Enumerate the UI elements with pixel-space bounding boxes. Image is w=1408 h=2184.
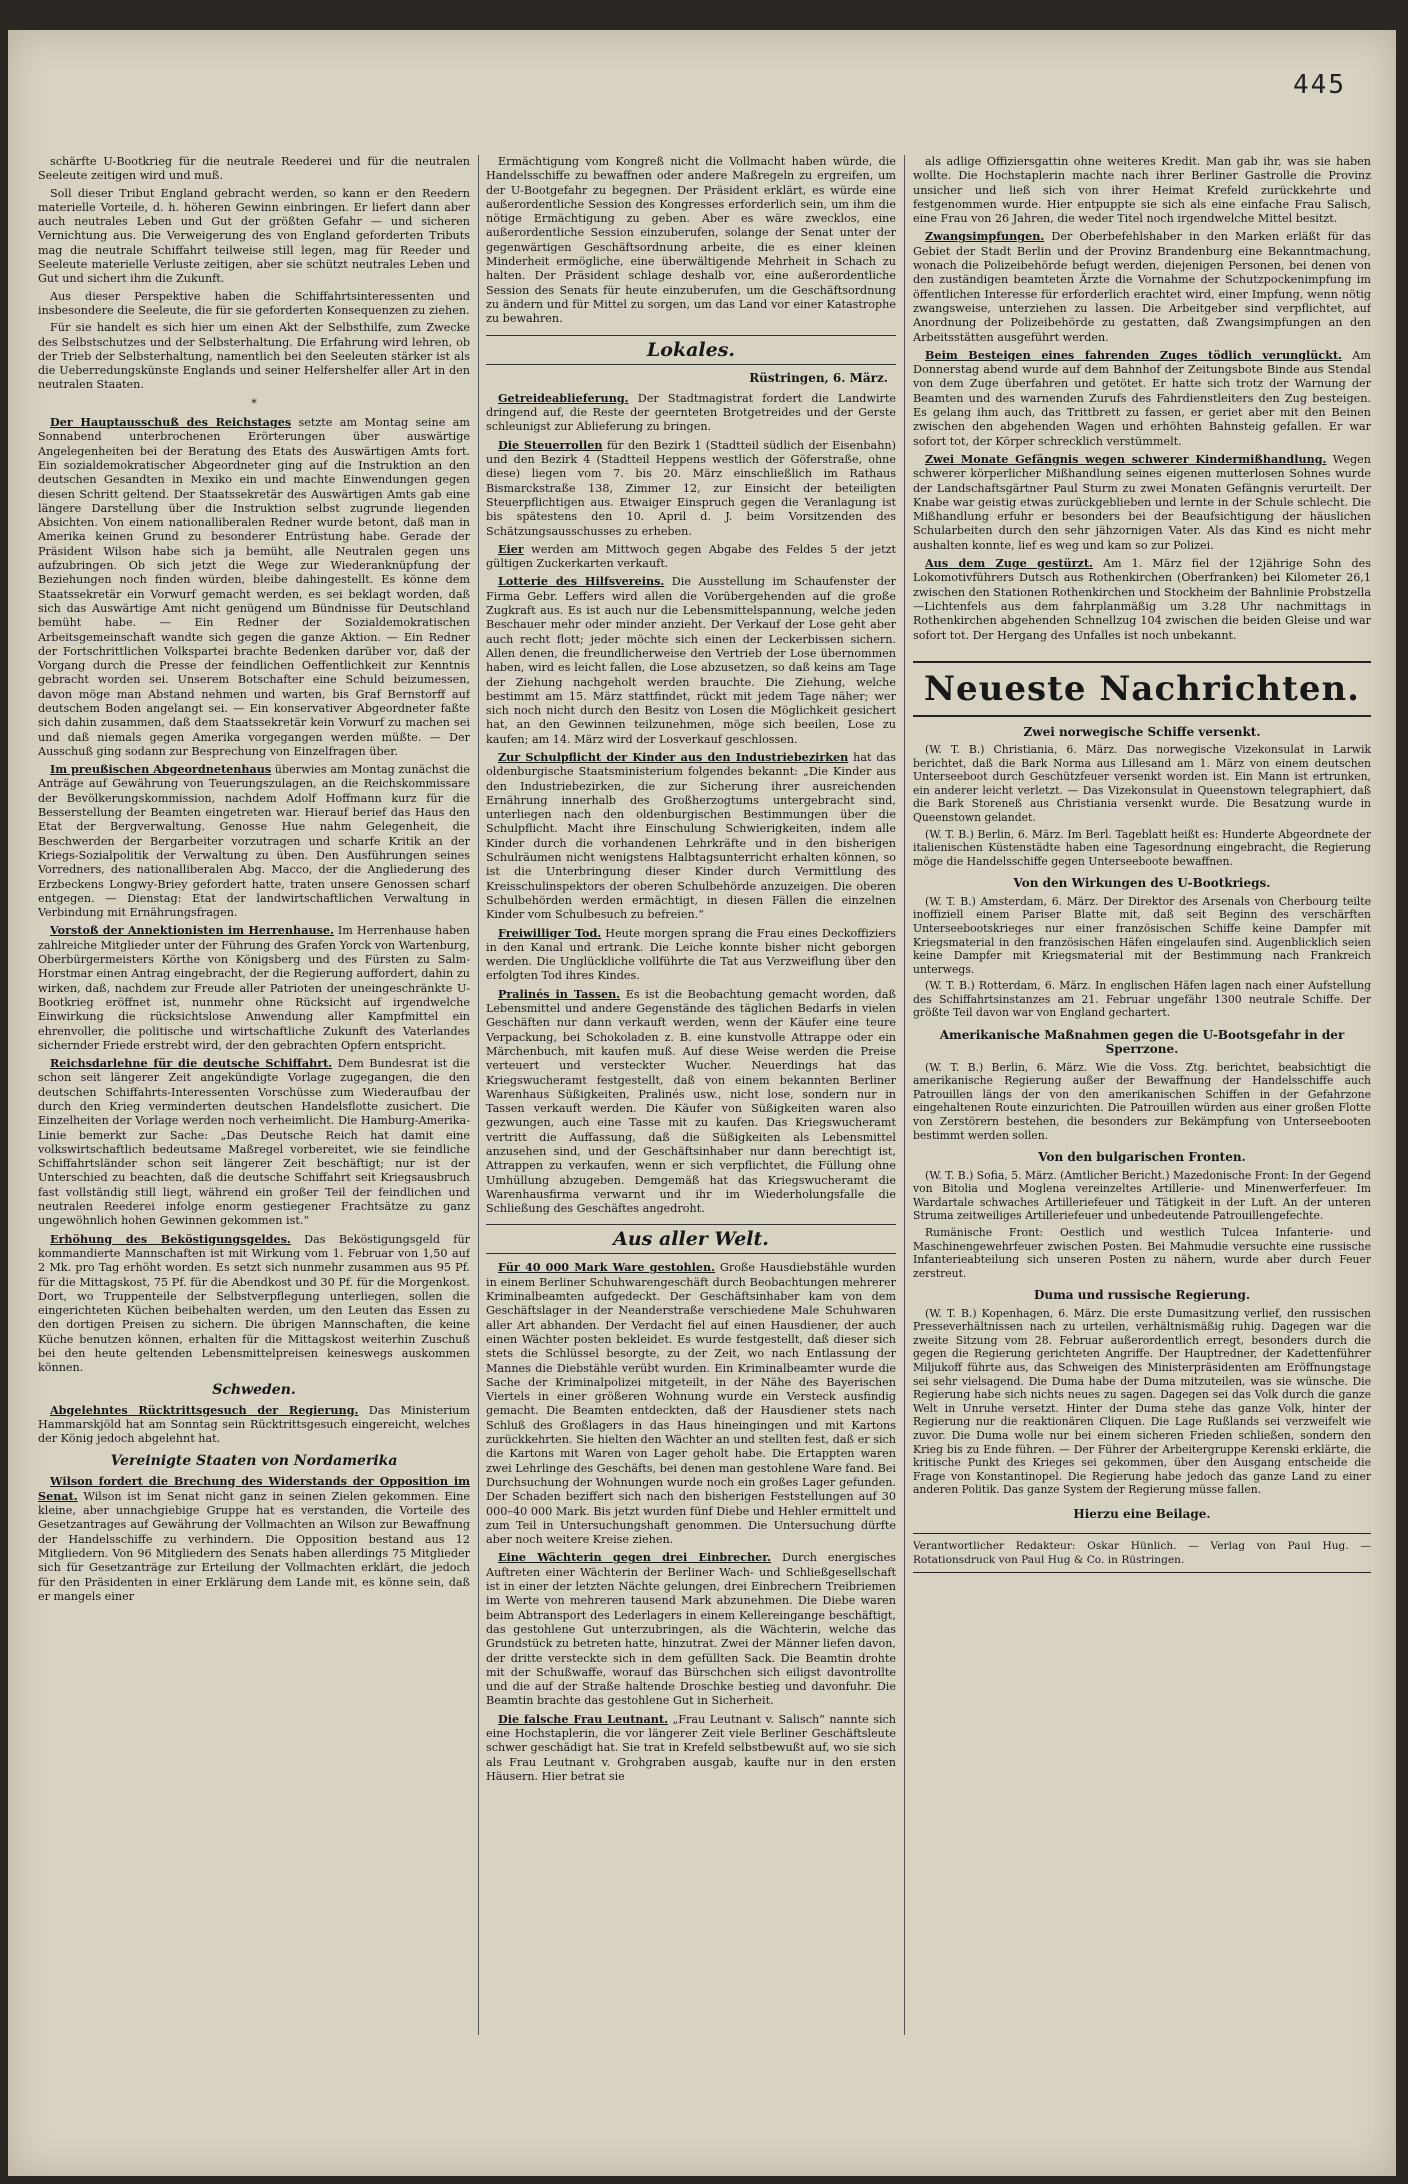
article-paragraph: schärfte U-Bootkrieg für die neutrale Reederei und für die neutralen Seeleute zeitigen wird und muß. [38,155,470,183]
article-paragraph [486,542,896,572]
news-item: (W. T. B.) Berlin, 6. März. Im Berl. Tageblatt heißt es: Hunderte Abgeordnete der italienischen Küstenstädte haben eine Tagesordnung eingebracht, die Regierung möge die Handelsschiffe gegen Unterseeboote bewaffnen. [913,827,1371,868]
section-heading-aus-aller-welt: Aus aller Welt. [486,1224,896,1254]
article-text: für den Bezirk 1 (Stadtteil südlich der Eisenbahn) und den Bezirk 4 (Stadtteil Heppens westlich der Göferstraße, ohne diese) liegen vom 7. bis 20. März einschließlich im Rathaus Bismarckstraße 138, Zimmer 12, zur Einsicht der beteiligten Steuerpflichtigen aus. Etwaiger Einspruch gegen die Veranlagung ist bis spätestens den 10. April d. J. beim Vorsitzenden des Schätzungsausschusses zu erheben. [486,438,896,538]
article-text: Wegen schwerer körperlicher Mißhandlung seines eigenen mutterlosen Sohnes wurde der Landschaftsgärtner Paul Sturm zu zwei Monaten Gefängnis verurteilt. Der Knabe war geistig etwas zurückgeblieben und lernte in der Schule schlecht. Die Mißhandlung erfuhr er besonders bei der Beaufsichtigung der häuslichen Schularbeiten durch den sehr jähzornigen Vater. Als das Kind es nicht mehr aushalten konnte, lief es weg und kam so zur Polizei. [913,452,1371,552]
article-paragraph [486,438,896,539]
separator-asterisk: * [251,396,257,410]
section-heading-usa: Vereinigte Staaten von Nordamerika [110,1452,398,1469]
article-headline: Zwangsimpfungen. [925,229,1045,244]
article-text: Große Hausdiebstähle wurden in einem Berliner Schuhwarengeschäft durch Beobachtungen mehrerer Kriminalbeamten aufgedeckt. Der Geschäftsinhaber kam von dem Geschäftslager in der Neanderstraße verschiedene Male Schuhwaren aller Art abhanden. Der Verdacht fiel auf einen Hausdiener, der auch einen Wächter posten bekleidet. Es wurde festgestellt, daß dieser sich stets die Schlüssel besorgte, zu der Zeit, wo nach Entlassung der Mannes die Diebstähle verübt wurden. Ein Kriminalbeamter wurde die Sache der Kriminalpolizei mitgeteilt, in der Nähe des Bayerischen Viertels in einer größeren Wohnung wurde ein Versteck ausfindig gemacht. Die Beamten entdeckten, daß der Hausdiener stets nach Schluß des Großlagers in das Haus hineingingen und mit Kartons zurückkehrten. Sie hielten den Wächter an und stellten fest, daß er sich die Kartons mit Waren von Lager geholt habe. Die Ertappten waren zwei Lehrlinge des Geschäfts, bei denen man gestohlene Ware fand. Bei Durchsuchung der Wohnungen wurde noch ein großes Lager gefunden. Der Schaden beziffert sich nach den bisherigen Feststellungen auf 30 000–40 000 Mark. Bis jetzt wurden fünf Diebe und Hehler ermittelt und zum Teil in Untersuchungshaft genommen. Die Untersuchung dürfte aber noch weitere Kreise ziehen. [486,1261,896,1547]
news-item: (W. T. B.) Amsterdam, 6. März. Der Direktor des Arsenals von Cherbourg teilte inoffiziell einem Pariser Blatte mit, daß seit Beginn des verschärften Unterseebootskrieges nur einer französischen Schiffe keine Dampfer mit Kriegsmaterial in den französischen Häfen eingelaufen sind. Augenblicklich seien keine Dampfer mit Kriegsmaterial mit der Bestimmung nach Frankreich unterwegs. [913,894,1371,976]
imprint: Verantwortlicher Redakteur: Oskar Hünlich. — Verlag von Paul Hug. — Rotationsdruck von Paul Hug & Co. in Rüstringen. [913,1533,1371,1573]
article-paragraph [486,1260,896,1547]
article-paragraph: Für sie handelt es sich hier um einen Akt der Selbsthilfe, zum Zwecke des Selbstschutzes und der Selbsterhaltung. Die Erfahrung wird lehren, ob der Trieb der Selbsterhaltung, namentlich bei den Seeleuten stärker ist als die Ueberredungskünste Englands und seiner Helfershelfer aller Art in den neutralen Staaten. [38,321,470,392]
article-paragraph [486,987,896,1217]
news-item: (W. T. B.) Berlin, 6. März. Wie die Voss. Ztg. berichtet, beabsichtigt die amerikanische Regierung außer der Bewaffnung der Handelsschiffe auch Patrouillen längs der von den amerikanischen Schiffen in der Gefahrzone eingehaltenen Route einzurichten. Die Patrouillen würden aus einer großen Flotte von Zerstörern bestehen, die besonders zur Bekämpfung von Unterseebooten bestimmt werden sollen. [913,1060,1371,1142]
news-subheading: Von den bulgarischen Fronten. [1038,1150,1246,1165]
article-text: Heute morgen sprang die Frau eines Deckoffiziers in den Kanal und ertrank. Die Leiche konnte bisher nicht geborgen werden. Die Unglückliche vollführte die Tat aus Verzweiflung über den erfolgten Tod ihres Kindes. [486,926,896,983]
column-rule [478,155,479,2035]
article-headline: Im preußischen Abgeordnetenhaus [50,762,272,777]
article-headline: Beim Besteigen eines fahrenden Zuges tödlich verunglückt. [925,347,1343,362]
article-paragraph [486,750,896,923]
article-paragraph [38,415,470,759]
article-paragraph [486,1550,896,1708]
article-headline: Abgelehntes Rücktrittsgesuch der Regierung. [50,1402,359,1417]
news-subheading: Zwei norwegische Schiffe versenkt. [1023,724,1261,739]
article-paragraph [38,1056,470,1229]
article-headline: Wilson fordert die Brechung des Widerstands der Opposition im Senat. [38,1473,470,1503]
article-paragraph [486,926,896,984]
article-text: Das Beköstigungsgeld für kommandierte Mannschaften ist mit Wirkung vom 1. Februar von 1,50 auf 2 Mk. pro Tag erhöht worden. Es setzt sich nunmehr zusammen aus 95 Pf. für die Mittagskost, 75 Pf. für die Abendkost und 30 Pf. für die Morgenkost. Dort, wo Truppenteile der Selbstverpflegung unterliegen, sollen die eingerichteten Küchen beibehalten werden, um den Leuten das Essen zu den dortigen Preisen zu sichern. Die übrigen Mannschaften, die keine Küche benutzen können, erhalten für die Mittagskost weiterhin Zuschuß bei den heute geltenden Lebensmittelpreisen keineswegs auskommen können. [38,1232,470,1375]
article-text: Die Ausstellung im Schaufenster der Firma Gebr. Leffers wird allen die Vorübergehenden auf die große Zugkraft aus. Es ist auch nur die Lebensmittelspannung, welche jeden Beschauer mehr oder minder anzieht. Der Verkauf der Lose geht aber auch recht flott; jeder möchte sich einen der Leckerbissen sichern. Allen denen, die freundlicherweise den Vertrieb der Lose übernommen haben, wird es leicht fallen, die Lose abzusetzen, so daß keins am Tage der Ziehung nachgeholt werden brauchte. Die Ziehung, welche bestimmt am 15. März stattfindet, rückt mit jedem Tage näher; wer sich noch nicht durch den Besitz von Losen die Möglichkeit gesichert hat, an den Gewinnen teilzunehmen, möge sich beeilen, Lose zu kaufen; am 14. März wird der Losverkauf geschlossen. [486,575,896,746]
news-item: (W. T. B.) Rotterdam, 6. März. In englischen Häfen lagen nach einer Aufstellung des Schiffahrtsinstanzes am 21. Februar ungefähr 1300 neutrale Schiffe. Der größte Teil davon war von England gechartert. [913,979,1371,1020]
column-middle [486,155,896,2050]
article-headline: Erhöhung des Beköstigungsgeldes. [50,1231,291,1246]
article-text: hat das oldenburgische Staatsministerium folgendes bekannt: „Die Kinder aus den Industriebezirken, die zur Sicherung ihrer ausreichenden Ernährung innerhalb des Großherzogtums untergebracht sind, unterliegen nach den oldenburgischen Bestimmungen über die Schulpflicht. Macht ihre Einschulung Schwierigkeiten, indem alle Kinder durch die vorhandenen Lehrkräfte und in den bisherigen Schulräumen nicht wenigstens Halbtagsunterricht erhalten können, so ist die Unterbringung dieser Kinder durch Vermittlung des Kreisschulinspektors der oberen Schulbehörde anzuzeigen. Die oberen Schulbehörden werden ermächtigt, in diesen Fällen die einzelnen Kinder vom Schulbesuch zu befreien.“ [486,750,896,922]
article-headline: Vorstoß der Annektionisten im Herrenhause. [50,923,334,938]
article-paragraph [486,1712,896,1784]
article-text: Im Herrenhause haben zahlreiche Mitglieder unter der Führung des Grafen Yorck von Wartenburg, Oberbürgermeisters Körthe von Königsberg und des Fürsten zu Salm-Horstmar einen Antrag eingebracht, der die Regierung auffordert, dahin zu wirken, daß, nachdem zur Freude aller Patrioten der uneingeschränkte U-Bootkrieg eröffnet ist, nunmehr ohne Rücksicht auf irgendwelche Einwirkung die rücksichtslose Anwendung aller Kampfmittel ein ehrenvoller, die politische und wirtschaftliche Zukunft des Vaterlandes sichernder Friede erstrebt wird, der den gebrachten Opfern entspricht. [38,924,470,1052]
newspaper-page [8,30,1396,2176]
column-right [913,155,1371,2060]
article-headline: Freiwilliger Tod. [498,925,602,940]
article-text: „Frau Leutnant v. Salisch“ nannte sich eine Hochstaplerin, die vor längerer Zeit viele Berliner Geschäftsleute schwer geschädigt hat. Sie trat in Krefeld selbstbewußt auf, wo sie sich als Frau Leutnant v. Grohgraben ausgab, kaufte nur in den ersten Häusern. Hier betrat sie [486,1712,896,1783]
news-subheading: Duma und russische Regierung. [1033,1288,1251,1303]
article-paragraph [913,556,1371,643]
article-headline: Der Hauptausschuß des Reichstages [50,415,292,430]
article-headline: Getreideablieferung. [498,390,629,405]
supplement-note: Hierzu eine Beilage. [1073,1506,1211,1521]
article-text: Wilson ist im Senat nicht ganz in seinen Zielen gekommen. Eine kleine, aber unnachgiebige Gruppe hat es verstanden, die Vorteile des Gesetzantrages auf Gewährung der Vollmachten an Wilson zur Bewaffnung der Handelsschiffe zu verhindern. Die Opposition bestand aus 12 Mitgliedern. Von 96 Mitgliedern des Senats haben allerdings 75 Mitglieder sich für Gesetzanträge zur Erteilung der Vollmachten erklärt, die jedoch für den Präsidenten in einer Erklärung dem Lande mit, es könne sein, daß er mangels einer [38,1489,470,1603]
news-subheading: Von den Wirkungen des U-Bootkriegs. [1013,876,1271,891]
article-paragraph [486,574,896,747]
article-paragraph [486,391,896,435]
dateline: Rüstringen, 6. März. [749,370,888,385]
news-item: (W. T. B.) Kopenhagen, 6. März. Die erste Dumasitzung verlief, den russischen Presseverhältnissen nach zu urteilen, verhältnismäßig ruhig. Dagegen war die zweite Sitzung vom 28. Februar außerordentlich erregt, besonders durch die gegen die Regierung gerichteten Angriffe. Der Hauptredner, der Kadettenführer Miljukoff führte aus, das Schweigen des Ministerpräsidenten am Eröffnungstage sei sehr vielsagend. Die Duma habe der Duma mitzuteilen, was sie wünsche. Die Regierung habe sich nichts neues zu sagen. Dagegen sei das Volk durch die ganze Welt in Unruhe versetzt. Hinter der Duma stehe das ganze Volk, hinter der Regierung nur die reaktionären Cliquen. Die Lage Rußlands sei verzweifelt wie zuvor. Die Duma wolle nur bei einem sicheren Frieden schließen, sondern den Krieg bis zu Ende führen. — Der Führer der Arbeitergruppe Kerenski erklärte, die kritische Punkt des Krieges sei gekommen, über den Ausgang entscheide die Frage von Konstantinopel. Die Regierung habe jedoch das ganze Land zu einer anderen Politik. Das ganze System der Regierung müsse fallen. [913,1306,1371,1497]
article-text: Der Oberbefehlshaber in den Marken erläßt für das Gebiet der Stadt Berlin und der Provinz Brandenburg eine Bekanntmachung, wonach die Polizeibehörde befugt werden, diejenigen Personen, bei denen von den zuständigen beamteten Ärzte die Vornahme der Schutzpockenimpfung im öffentlichen Interesse für erforderlich erachtet wird, einer Impfung, wenn nötig zwangsweise, unterziehen zu lassen. Die Arbeitgeber sind verpflichtet, auf Anordnung der Polizeibehörde zu gestatten, daß Zwangsimpfungen an den Arbeitsstätten ausgeführt werden. [913,230,1371,344]
column-left [38,155,470,2035]
article-headline: Lotterie des Hilfsvereins. [498,574,665,589]
section-heading-neueste-nachrichten: Neueste Nachrichten. [913,661,1371,717]
article-text: setzte am Montag seine am Sonnabend unterbrochenen Erörterungen über auswärtige Angelegenheiten bei der Beratung des Etats des Auswärtigen Amts fort. Ein sozialdemokratischer Abgeordneter ging auf die Instruktion an den deutschen Gesandten in Mexiko ein und machte Einwendungen gegen diesen Schritt geltend. Der Staatssekretär des Auswärtigen Amts gab eine längere Darstellung über die Instruktion selbst zugrunde liegenden Absichten. Von einem nationalliberalen Redner wurde betont, daß man in Amerika keinen Grund zu besonderer Entrüstung habe. Gerade der Präsident Wilson habe sich ja bemüht, alle Neutralen gegen uns aufzubringen. Ob sich jetzt die Wege zur Wiederanknüpfung der Beziehungen noch finden würden, bleibe dahingestellt. Es könne dem Staatssekretär ein Vorwurf gemacht werden, es sei beklagt worden, daß sich das Auswärtige Amt nicht genügend um Bündnisse für Deutschland bemüht habe. — Ein Redner der Sozialdemokratischen Arbeitsgemeinschaft wandte sich gegen die ganze Aktion. — Ein Redner der Fortschrittlichen Volkspartei brachte Bedenken darüber vor, daß der Vorgang durch die Presse der feindlichen Oeffentlichkeit zur Kenntnis gebracht worden sei. Unserem Botschafter eine Schuld beizumessen, davon möge man Abstand nehmen und warten, bis Graf Bernstorff auf deutschem Boden angelangt sei. — Ein konservativer Abgeordneter faßte sich dahin zusammen, daß dem Staatssekretär kein Vorwurf zu machen sei und daß niemals gegen Amerika vorgegangen werden müßte. — Der Ausschuß ging sodann zur Besprechung von Einzelfragen über. [38,416,470,758]
section-heading-lokales: Lokales. [486,335,896,365]
article-headline: Aus dem Zuge gestürzt. [925,556,1093,571]
article-paragraph: Ermächtigung vom Kongreß nicht die Vollmacht haben würde, die Handelsschiffe zu bewaffnen oder andere Maßregeln zu ergreifen, um der U-Bootgefahr zu begegnen. Der Präsident erklärt, es würde eine außerordentliche Session des Kongresses erforderlich sein, um ihm die nötige Ermächtigung zu geben. Aber es wäre zwecklos, eine außerordentliche Session einzuberufen, solange der Senat unter der gegenwärtigen Geschäftsordnung arbeite, die es einer kleinen Minderheit ermögliche, eine überwältigende Mehrheit in Schach zu halten. Der Präsident schlage deshalb vor, eine außerordentliche Session des Senats für heute einzuberufen, um die Geschäftsordnung zu ändern und für Mittel zu sorgen, um das Land vor einer Katastrophe zu bewahren. [486,155,896,326]
article-paragraph: Aus dieser Perspektive haben die Schiffahrtsinteressenten und insbesondere die Seeleute, die für sie geforderten Konsequenzen zu ziehen. [38,289,470,317]
news-item: Rumänische Front: Oestlich und westlich Tulcea Infanterie- und Maschinengewehrfeuer zwischen Posten. Bei Mahmudie versuchte eine russische Infanterieabteilung sich unseren Posten zu nähern, wurde aber durch Feuer zerstreut. [913,1225,1371,1280]
article-paragraph [38,1232,470,1376]
article-text: Am Donnerstag abend wurde auf dem Bahnhof der Zeitungsbote Binde aus Stendal von dem Zuge überfahren und getötet. Er hatte sich trotz der Warnung der Beamten und des warnenden Zurufs des Fahrdienstleiters den Zug besteigen. Es gelang ihm auch, das Trittbrett zu fassen, er geriet aber mit den Beinen zwischen den abgehenden Wagen und erhöhten Bahnsteig gefallen. Er war sofort tot, der Körper schrecklich verstümmelt. [913,348,1371,448]
article-paragraph [913,452,1371,553]
article-headline: Reichsdarlehne für die deutsche Schiffahrt. [50,1056,333,1071]
article-headline: Eine Wächterin gegen drei Einbrecher. [498,1550,772,1565]
news-item: (W. T. B.) Christiania, 6. März. Das norwegische Vizekonsulat in Larwik berichtet, daß die Bark Norma aus Lillesand am 1. März von einem deutschen Unterseeboot durch Geschützfeuer versenkt worden ist. Ein Mann ist ertrunken, ein anderer leicht verletzt. — Das Vizekonsulat in Queenstown telegraphiert, daß die Bark Storeneß aus Christiania versenkt wurde. Die Besatzung wurde in Queenstown gelandet. [913,743,1371,825]
article-paragraph: als adlige Offiziersgattin ohne weiteres Kredit. Man gab ihr, was sie haben wollte. Die Hochstaplerin machte nach ihrer Berliner Gastrolle die Provinz unsicher und ließ sich von ihrer Heimat Krefeld zurückkehrte und festgenommen wurde. Hier entpuppte sie sich als eine einfache Frau Salisch, eine Frau von 26 Jahren, die weder Titel noch irgendwelche Mittel besitzt. [913,155,1371,226]
article-headline: Zwei Monate Gefängnis wegen schwerer Kindermißhandlung. [925,451,1327,466]
article-paragraph [38,762,470,920]
article-text: Der Stadtmagistrat fordert die Landwirte dringend auf, die Reste der geernteten Brotgetreides und der Gerste schleunigst zur Ablieferung zu bringen. [486,391,896,434]
article-text: Dem Bundesrat ist die schon seit längerer Zeit angekündigte Vorlage zugegangen, die den deutschen Schiffahrts-Interessenten Vorschüsse zum Wiederaufbau der durch den Krieg verminderten deutschen Handelsflotte zusichert. Die Einzelheiten der Vorlage werden noch verheimlicht. Die Hamburg-Amerika-Linie bemerkt zur Sache: „Das Deutsche Reich hat damit eine volkswirtschaftlich bedeutsame Maßregel vorbereitet, wie sie feindliche Schiffahrtsländer schon seit längerer Zeit beschäftigt; nur ist der Unterschied zu beachten, daß die deutsche Schiffahrt seit Kriegsausbruch fast vollständig still liegt, während ein großer Teil der feindlichen und neutralen Reederei infolge enorm gestiegener Frachtsätze zu ganz ungewöhnlich hohen Gewinnen gekommen ist.“ [38,1057,470,1228]
article-text: Es ist die Beobachtung gemacht worden, daß Lebensmittel und andere Gegenstände des täglichen Bedarfs in vielen Geschäften nur dann verkauft werden, wenn der Käufer eine teure Verpackung, bei Schokoladen z. B. eine kunstvolle Attrappe oder ein Märchenbuch, mit kaufen muß. Auf diese Weise werden die Preise verteuert und versteckter Wucher. Neuerdings hat das Kriegswucheramt festgestellt, daß von einem bekannten Berliner Warenhaus Süßigkeiten, Pralinés usw., nicht lose, sondern nur in Tassen verkauft werden. Die Käufer von Süßigkeiten waren also gezwungen, auch eine Tasse mit zu kaufen. Das Kriegswucheramt vertritt die Auffassung, daß die Süßigkeiten als Lebensmittel anzusehen sind, und der Geschäftsinhaber nur dann berechtigt ist, Attrappen zu verkaufen, wenn er sich verpflichtet, die Füllung ohne Umhüllung abzugeben. Demgemäß hat das Kriegswucheramt die Warenhausfirma verwarnt und ihr im Wiederholungsfalle die Schließung des Geschäftes angedroht. [486,987,896,1216]
article-paragraph [913,229,1371,344]
news-item: (W. T. B.) Sofia, 5. März. (Amtlicher Bericht.) Mazedonische Front: In der Gegend von Bitolia und Moglena vereinzeltes Artillerie- und Minenwerferfeuer. Im Wardartale schwaches Artilleriefeuer und Tätigkeit in der Luft. An der unteren Struma zeitweiliges Artilleriefeuer und unbedeutende Patrouillengefechte. [913,1168,1371,1223]
page-number: 445 [1293,70,1346,100]
article-paragraph [38,923,470,1053]
news-subheading: Amerikanische Maßnahmen gegen die U-Bootsgefahr in der Sperrzone. [939,1028,1345,1057]
article-paragraph [38,1474,470,1605]
article-headline: Zur Schulpflicht der Kinder aus den Industriebezirken [498,749,849,764]
article-paragraph [913,348,1371,449]
article-text: Das Ministerium Hammarskjöld hat am Sonntag sein Rücktrittsgesuch eingereicht, welches der König jedoch abgelehnt hat. [38,1403,470,1446]
article-text: Am 1. März fiel der 12jährige Sohn des Lokomotivführers Dutsch aus Rothenkirchen (Oberfranken) bei Kilometer 26,1 zwischen den Stationen Rothenkirchen und Stockheim der Bahnlinie Probstzella—Lichtenfels aus dem fahrplanmäßig um 3.28 Uhr nachmittags in Rothenkirchen abgehenden Schnellzug 104 zwischen die beiden Gleise und war sofort tot. Der Hergang des Unfalles ist noch unbekannt. [913,557,1371,642]
article-headline: Die falsche Frau Leutnant. [498,1711,669,1726]
article-headline: Die Steuerrollen [498,437,603,452]
article-headline: Pralinés in Tassen. [498,986,621,1001]
article-headline: Eier [498,541,524,556]
article-paragraph [38,1403,470,1447]
section-heading-schweden: Schweden. [212,1381,296,1398]
article-paragraph: Soll dieser Tribut England gebracht werden, so kann er den Reedern materielle Vorteile, d. h. höheren Gewinn einbringen. Er liefert dann aber auch neutrales Leben und Gut der größten Gefahr — und sicheren Vernichtung aus. Die Verweigerung des von England geforderten Tributs mag die neutrale Schiffahrt teilweise still legen, mag für Reeder und Seeleute materielle Verluste zeitigen, aber sie schützt neutrales Leben und Gut und sichert ihm die Zukunft. [38,186,470,286]
article-headline: Für 40 000 Mark Ware gestohlen. [498,1260,716,1275]
article-text: überwies am Montag zunächst die Anträge auf Gewährung von Teuerungszulagen, an die Reichskommissare der Bevölkerungskommission, nachdem Adolf Hoffmann kurz für die Besserstellung der Beamten eingetreten war. Hierauf berief das Haus den Etat der Bergverwaltung. Genosse Hue nahm Gelegenheit, die Beschwerden der Bergarbeiter vorzutragen und scharfe Kritik an der Kriegs-Sozialpolitik der Verwaltung zu üben. Den Ausführungen seines Vorredners, des nationalliberalen Abg. Macco, der die Angliederung des Erzbeckens Longwy-Briey gefordert hatte, traten unsere Genossen scharf entgegen. — Dienstag: Etat der landwirtschaftlichen Verwaltung in Verbindung mit Ernährungsfragen. [38,763,470,920]
column-rule [904,155,905,2035]
article-text: Durch energisches Auftreten einer Wächterin der Berliner Wach- und Schließgesellschaft ist in einer der letzten Nächte gelungen, drei Einbrechern Treibriemen im Werte von mehreren tausend Mark abzunehmen. Die Diebe waren beim Abtransport des Lederlagers in einem Kellereingange beschäftigt, das gestohlene Gut unterzubringen, als die Wächterin, welche das Grundstück zu betreten hatte, hinzutrat. Zwei der Männer liefen davon, der dritte versteckte sich in dem gefüllten Sack. Die Beamtin drohte mit der Schußwaffe, worauf das Bürschchen sich eiligst davontrollte und die auf der Straße haltende Droschke bestieg und davonfuhr. Die Beamtin brachte das gestohlene Gut in Sicherheit. [486,1551,896,1708]
article-text: werden am Mittwoch gegen Abgabe des Feldes 5 der jetzt gültigen Zuckerkarten verkauft. [486,542,896,571]
